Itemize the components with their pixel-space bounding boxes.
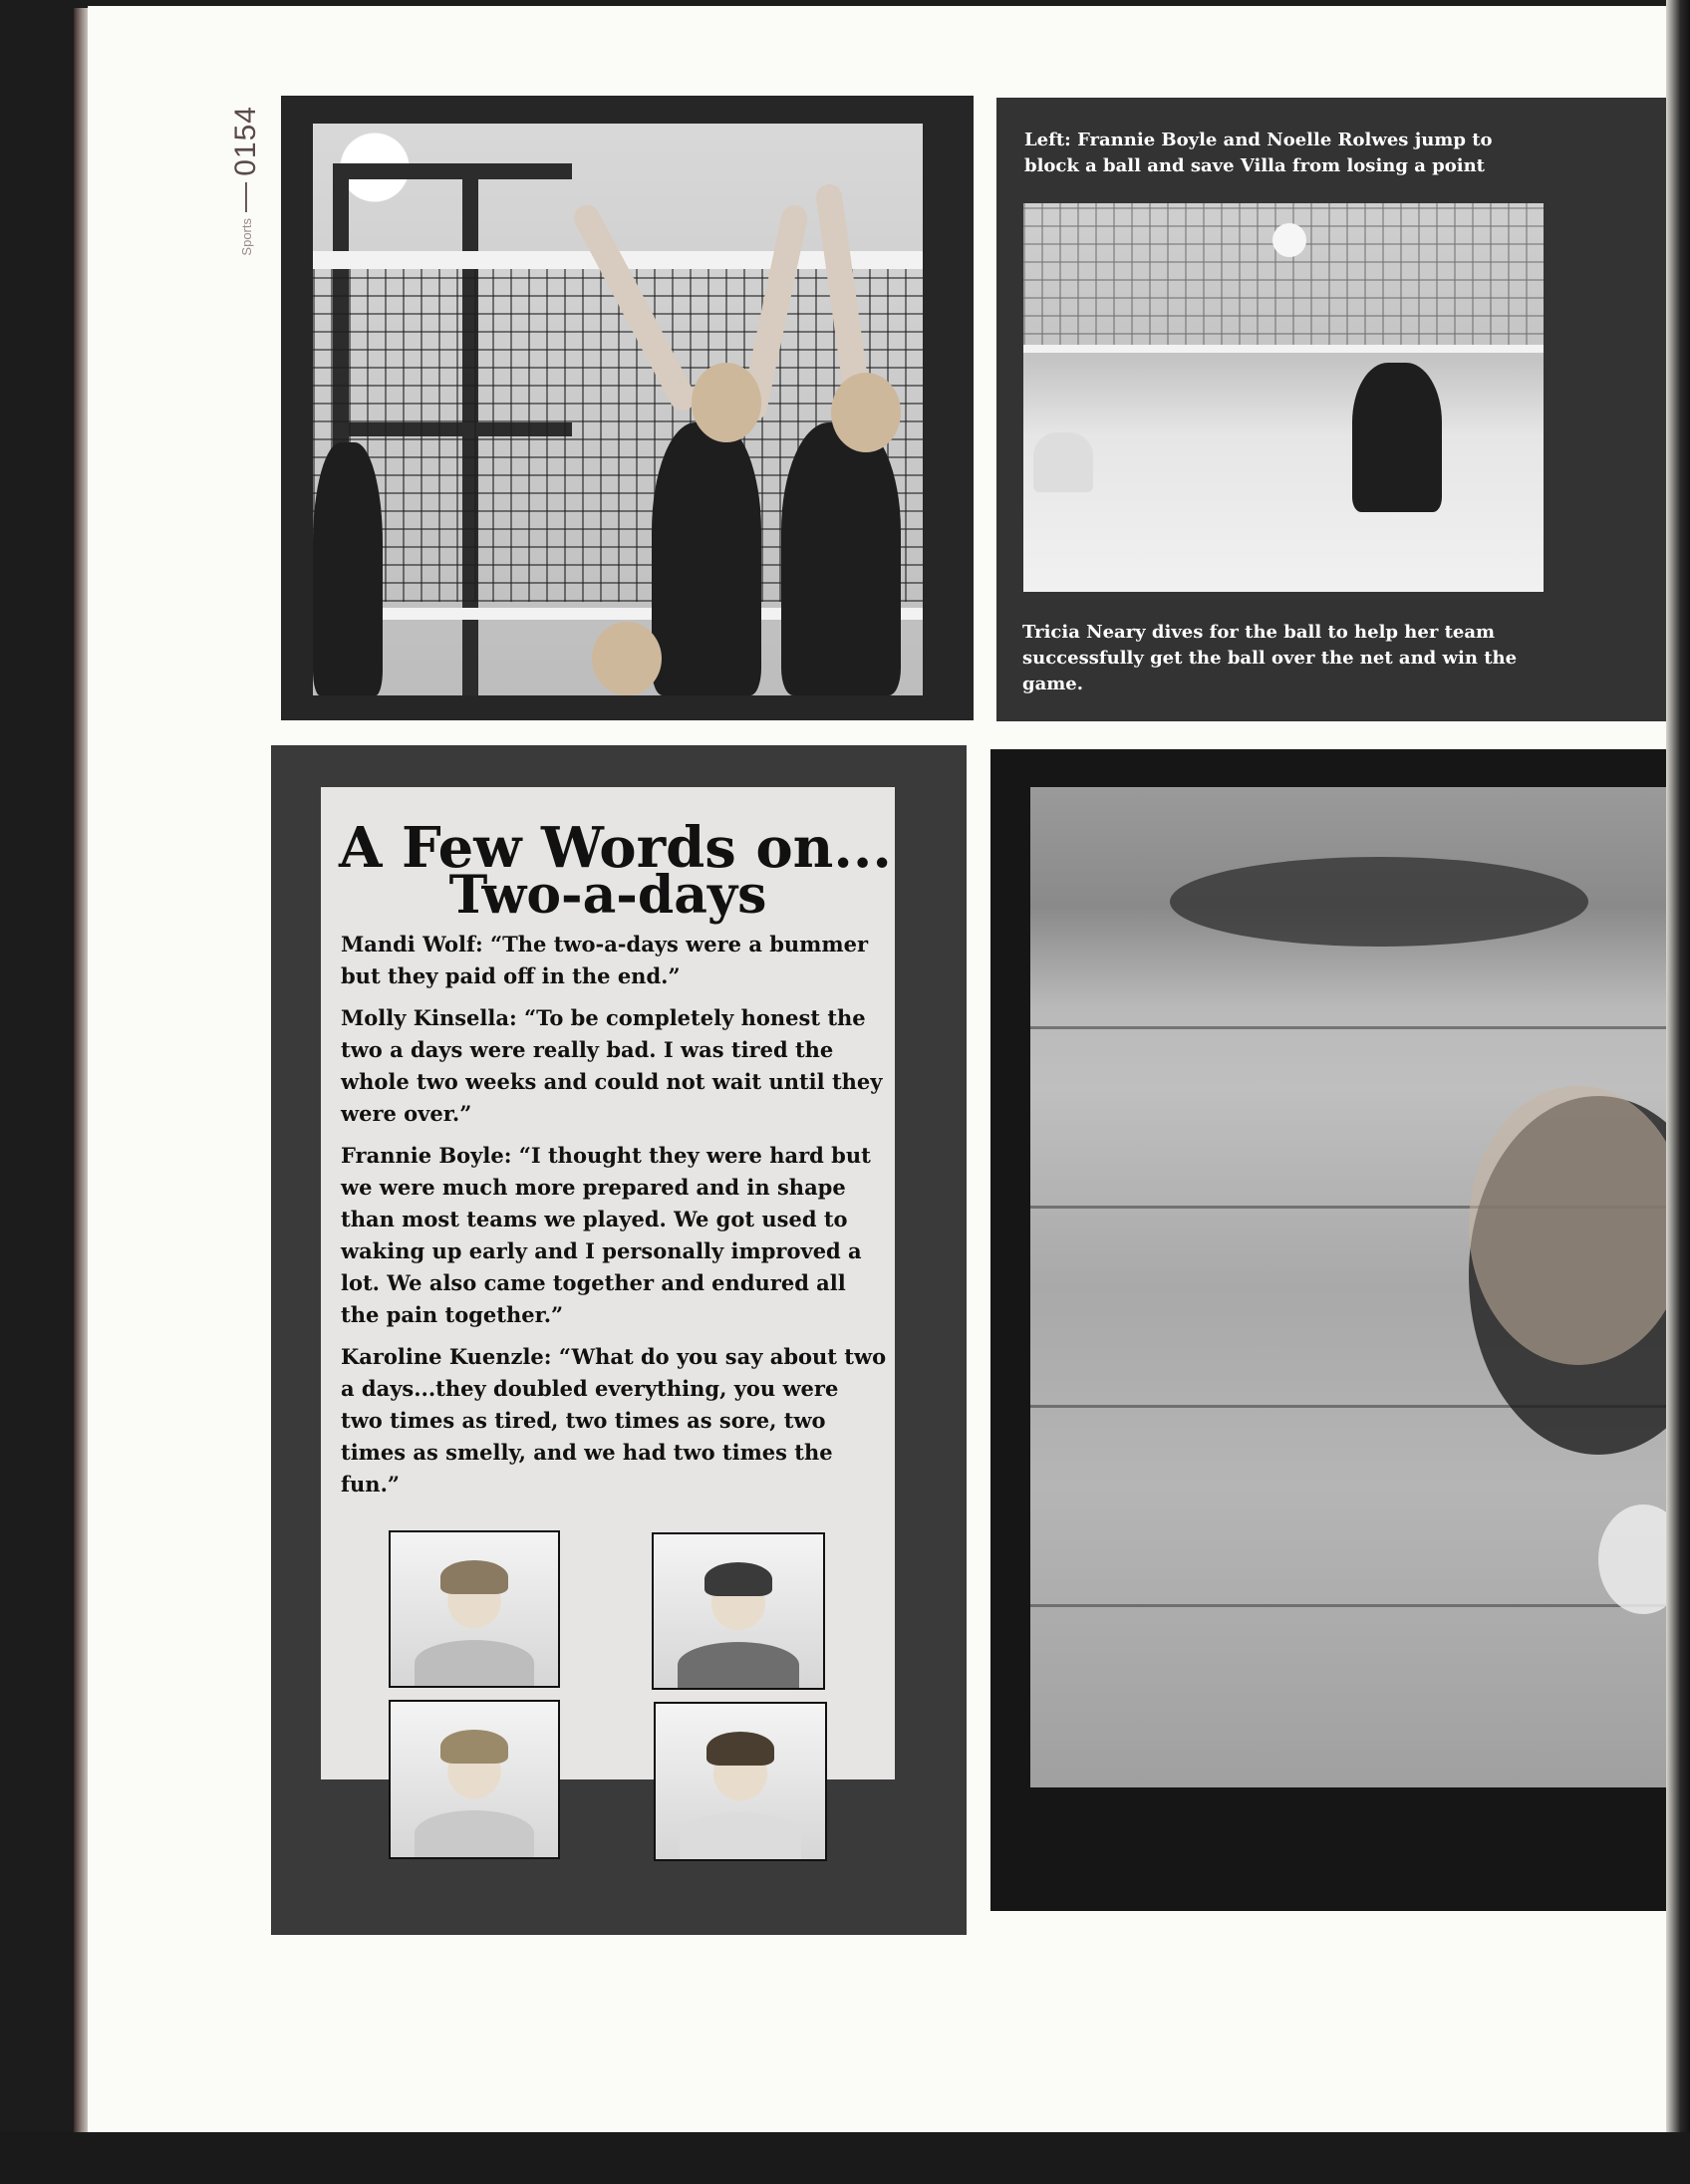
- player-head: [831, 373, 901, 452]
- hair: [706, 1732, 774, 1766]
- large-action-photo: [1030, 787, 1666, 1787]
- blocker-player: [781, 422, 901, 695]
- diving-player: [1033, 432, 1093, 492]
- quote-item: [341, 1002, 887, 1130]
- shoulders: [678, 1642, 799, 1688]
- quote-text: “I thought they were hard but we were much more prepared and in shape than most teams we played. We got used to waking up early and I personally improved a lot. We also came together and endured all the pain together.”: [341, 1143, 871, 1327]
- quote-speaker: Molly Kinsella:: [341, 1005, 517, 1030]
- section-label: Sports: [238, 217, 254, 256]
- book-bottom-shadow: [0, 2132, 1690, 2184]
- quote-item: [341, 929, 887, 992]
- portrait-photo: [389, 1530, 560, 1688]
- player-number-2: [1352, 363, 1442, 512]
- folio-rule: [245, 182, 247, 212]
- dig-photo: [1023, 203, 1544, 592]
- player-head: [692, 363, 761, 442]
- shoulders: [680, 1812, 801, 1859]
- court-line: [1030, 1604, 1666, 1607]
- net-tape: [1023, 345, 1544, 353]
- quote-text: “What do you say about two a days...they doubled everything, you were two times as tired, two times as sore, two times as smelly, and we had two times the fun.”: [341, 1344, 887, 1497]
- portrait-photo: [652, 1532, 825, 1690]
- quote-title-line1: A Few Words on...: [339, 815, 892, 881]
- volleyball: [1272, 223, 1306, 257]
- hair: [440, 1560, 507, 1594]
- shoulders: [415, 1640, 535, 1686]
- quote-list: [341, 929, 887, 1510]
- quote-text: “To be completely honest the two a days were really bad. I was tired the whole two weeks and could not wait until they were over.”: [341, 1005, 883, 1126]
- shoulders: [415, 1810, 535, 1857]
- window-frame: [333, 163, 572, 179]
- quote-title-line2: Two-a-days: [448, 865, 767, 926]
- portrait-photo: [389, 1700, 560, 1859]
- hair: [440, 1730, 507, 1764]
- folio: [231, 106, 261, 265]
- quote-item: [341, 1140, 887, 1331]
- player-head: [592, 622, 662, 695]
- quote-speaker: Frannie Boyle:: [341, 1143, 512, 1168]
- block-photo: [313, 124, 923, 695]
- page-number: 0154: [229, 106, 262, 176]
- blurred-shoe: [1598, 1504, 1666, 1614]
- quote-item: [341, 1341, 887, 1501]
- court-line: [1030, 1026, 1666, 1029]
- portrait-photo: [654, 1702, 827, 1861]
- caption-block-photo: Left: Frannie Boyle and Noelle Rolwes jump to block a ball and save Villa from losing a point: [1024, 130, 1493, 176]
- caption-dig-photo: Tricia Neary dives for the ball to help her team successfully get the ball over the net and win the game.: [1022, 622, 1518, 694]
- blocker-player: [652, 422, 761, 695]
- book-spine: [1666, 0, 1690, 2184]
- quote-speaker: Karoline Kuenzle:: [341, 1344, 552, 1369]
- quote-text: “The two-a-days were a bummer but they paid off in the end.”: [341, 932, 869, 988]
- hair: [704, 1562, 772, 1596]
- quote-speaker: Mandi Wolf:: [341, 932, 483, 956]
- blurred-bleachers: [1170, 857, 1588, 947]
- hitter-player: [313, 442, 383, 695]
